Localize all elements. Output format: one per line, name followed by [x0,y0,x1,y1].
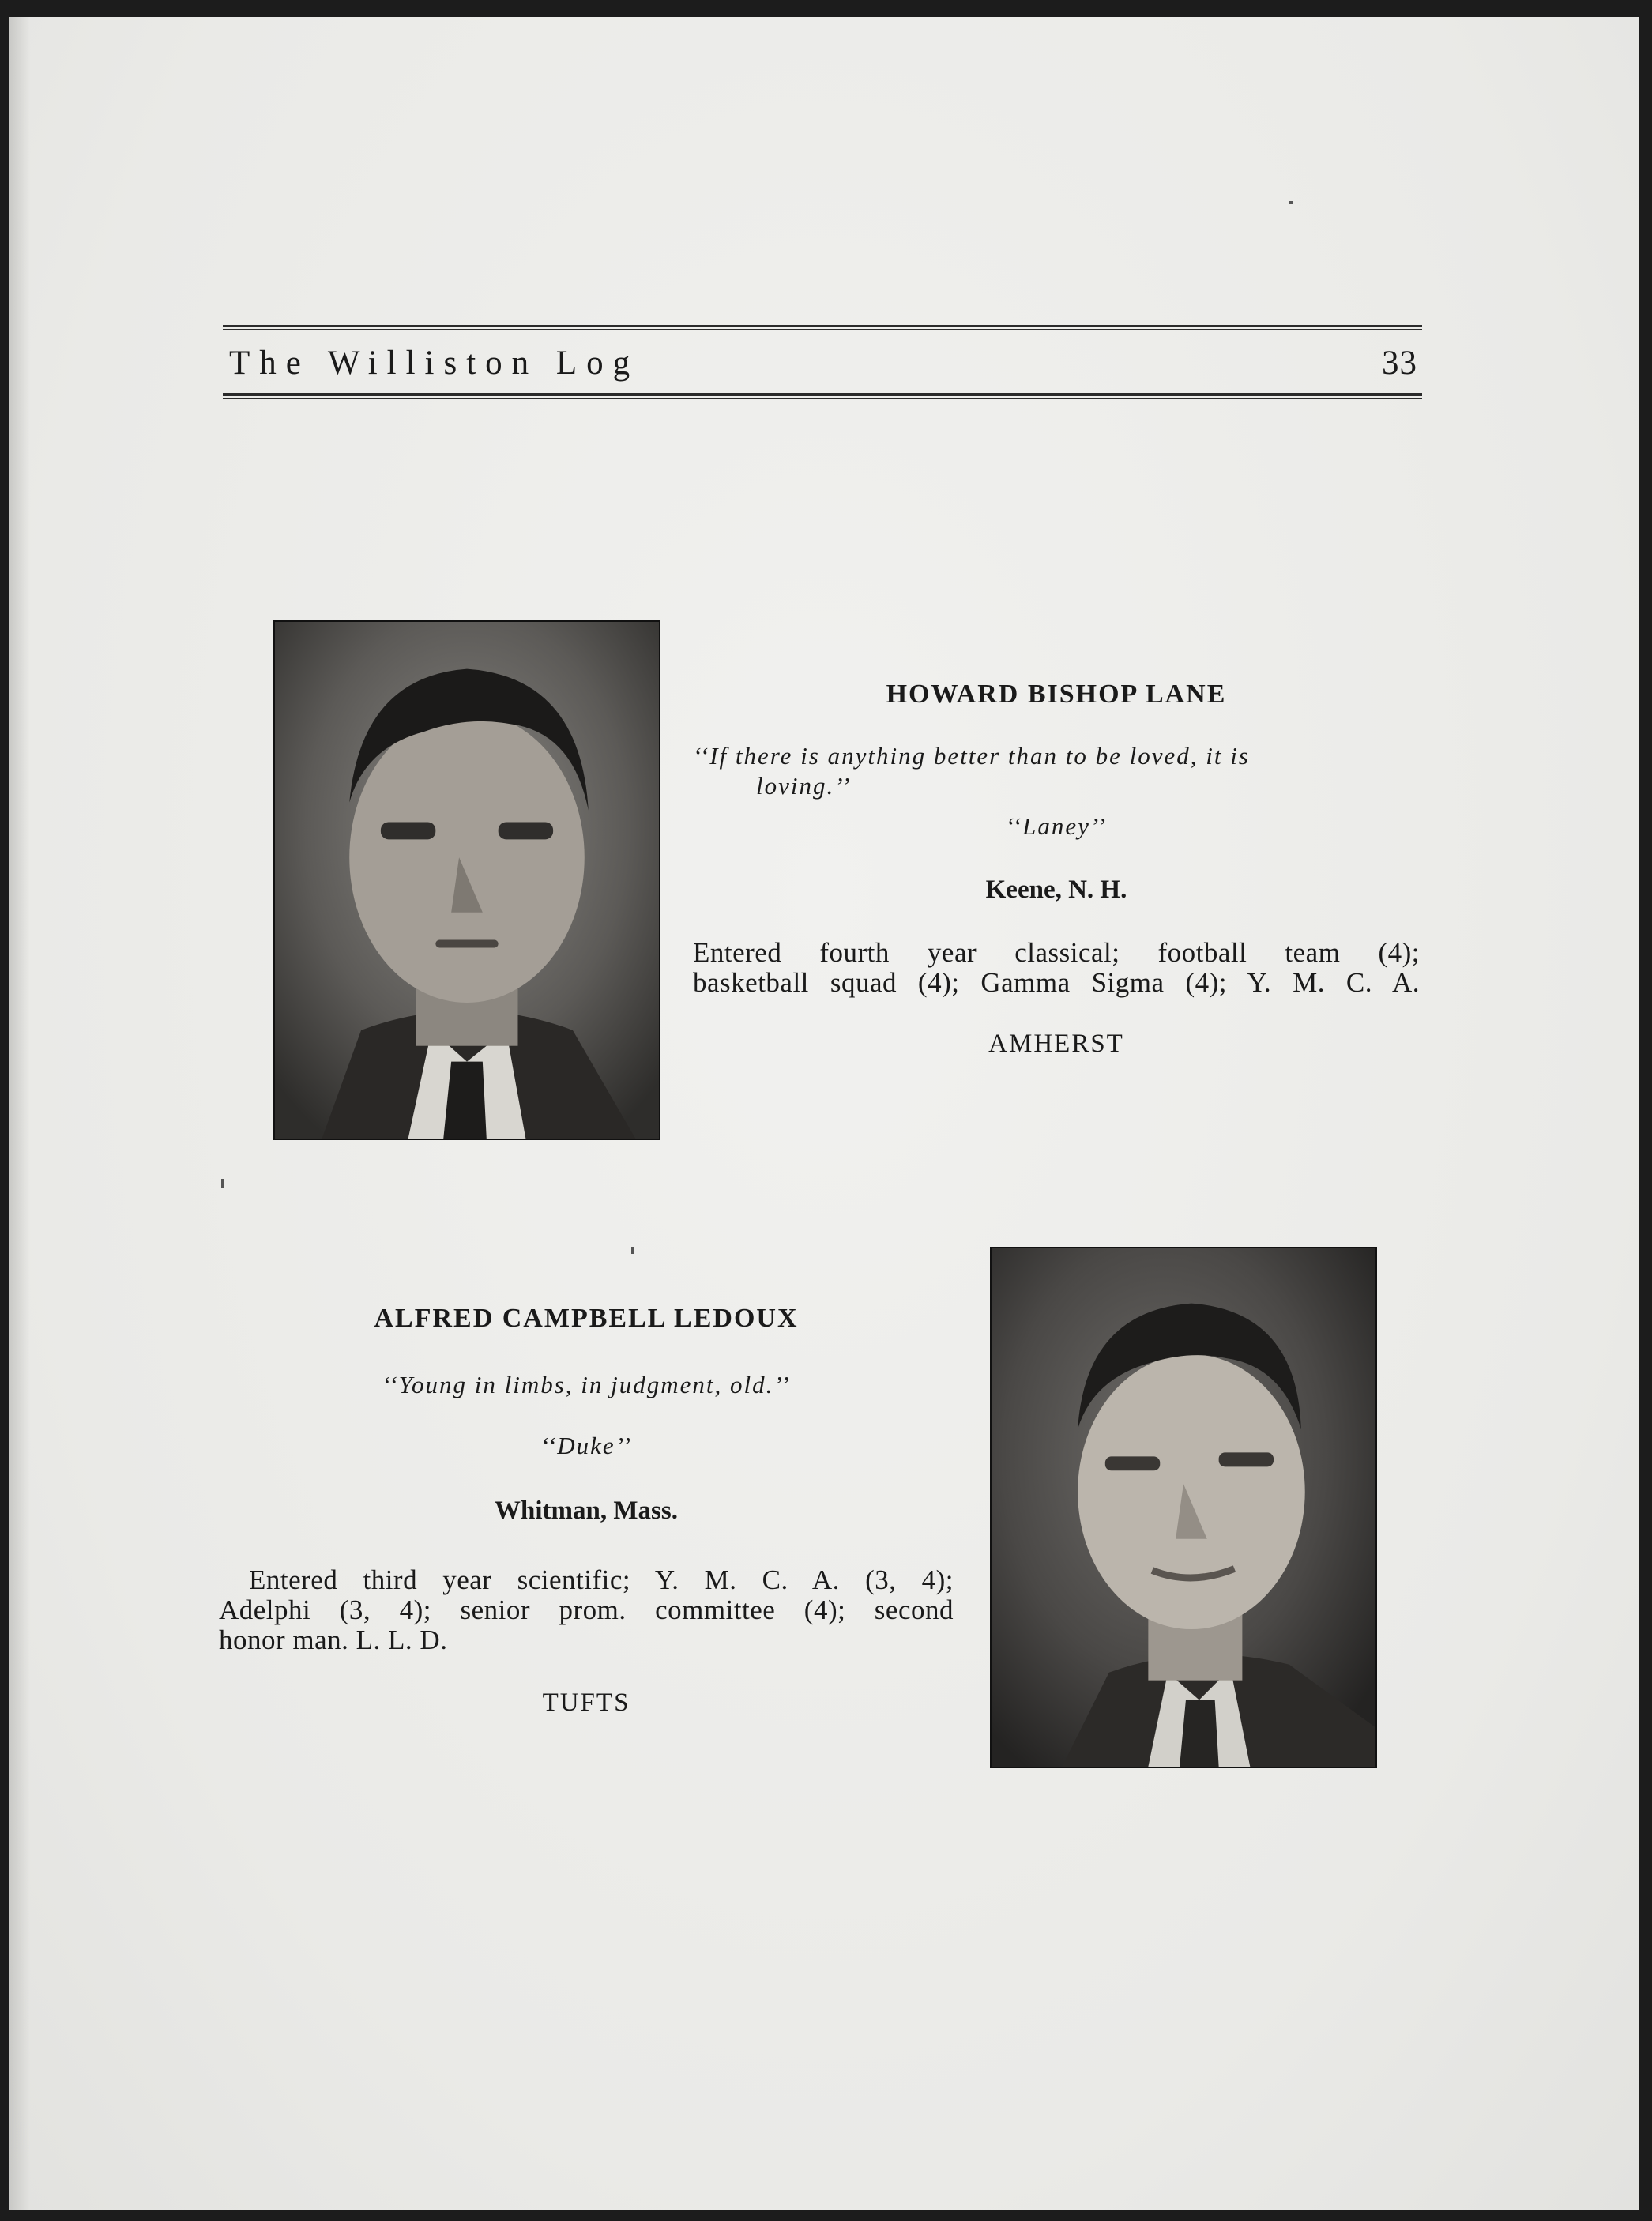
student-hometown: Keene, N. H. [985,875,1127,904]
entry-alfred-campbell-ledoux [219,1304,954,1718]
entry-howard-bishop-lane [693,679,1420,1059]
student-name: ALFRED CAMPBELL LEDOUX [374,1304,799,1333]
student-hometown: Whitman, Mass. [495,1496,678,1525]
record-line: Entered third year scientific; Y. M. C. A. (3, 4); [249,1564,954,1595]
print-speck [631,1247,634,1254]
student-college: AMHERST [988,1030,1124,1058]
portrait-photo-ledoux [990,1247,1377,1768]
page-number: 33 [1382,344,1417,382]
print-speck [221,1179,224,1188]
running-head [223,340,1422,387]
student-record [219,1565,954,1655]
publication-title: The Williston Log [229,344,640,382]
quote-line: ‘‘If there is anything better than to be loved, it is [693,742,1250,770]
header-rule-bottom [223,393,1422,399]
yearbook-page [9,17,1639,2210]
record-line: basketball squad (4); Gamma Sigma (4); Y. M. C. A. [693,967,1420,998]
portrait-image [992,1248,1375,1767]
quote-line: loving.’’ [756,772,852,800]
student-name: HOWARD BISHOP LANE [886,679,1227,709]
record-line: honor man. L. L. D. [219,1624,448,1655]
header-rule-top [223,325,1422,330]
student-record [693,938,1420,998]
print-speck [1289,201,1293,204]
student-college: TUFTS [542,1688,630,1717]
record-line: Adelphi (3, 4); senior prom. committee (4); second [219,1594,954,1625]
student-quote: ‘‘Young in limbs, in judgment, old.’’ [382,1371,791,1398]
student-quote [693,741,1420,801]
portrait-image [275,622,659,1139]
student-nickname: ‘‘Duke’’ [540,1432,632,1459]
student-nickname: ‘‘Laney’’ [1005,812,1108,840]
record-line: Entered fourth year classical; football team (4); [693,937,1420,968]
portrait-photo-lane [273,620,660,1140]
